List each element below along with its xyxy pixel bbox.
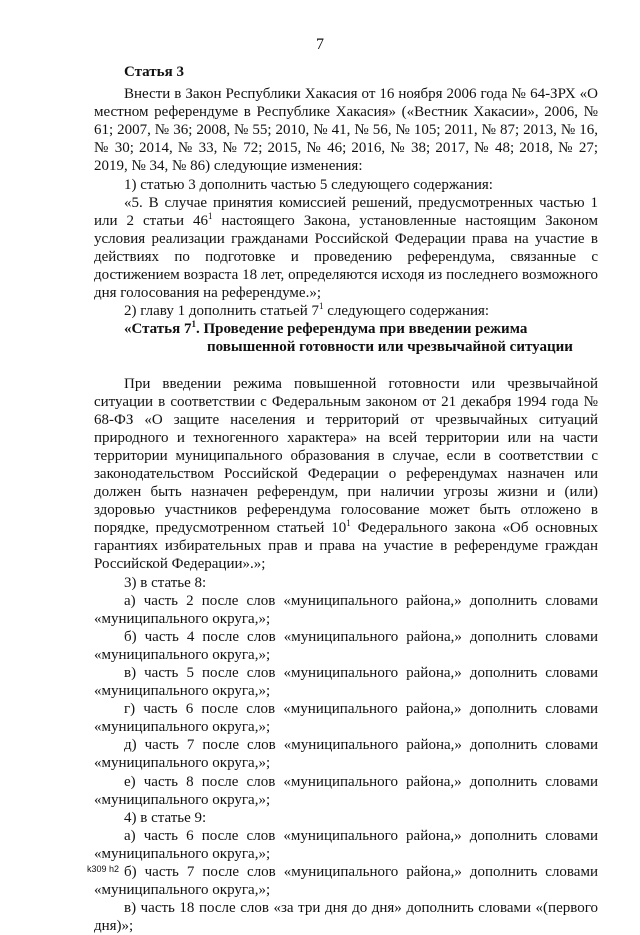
item-2-text-a: 2) главу 1 дополнить статьей 7 bbox=[124, 303, 319, 320]
article-title: Статья 3 bbox=[124, 64, 184, 80]
item-3-g: г) часть 6 после слов «муниципального района,» дополнить словами «муниципального округа,»; bbox=[94, 701, 598, 736]
part-5-text-a: «5. В случае принятия комиссией решений, предусмотренных частью 1 или 2 статьи 46 bbox=[94, 194, 598, 229]
body-text-b: Федерального закона «Об основных гарантиях избирательных прав и права на участие в референдуме граждан Российской Федерации».»; bbox=[94, 520, 598, 573]
body-paragraph bbox=[94, 375, 598, 574]
amendment-item-4: 4) в статье 9: bbox=[124, 809, 207, 826]
superscript: 1 bbox=[319, 301, 324, 312]
item-3-e: е) часть 8 после слов «муниципального района,» дополнить словами «муниципального округа,»; bbox=[94, 773, 598, 808]
item-4-b: б) часть 7 после слов «муниципального района,» дополнить словами «муниципального округа,»; bbox=[94, 864, 598, 899]
new-article-prefix: «Статья 7 bbox=[124, 321, 192, 338]
amendment-item-3: 3) в статье 8: bbox=[124, 574, 207, 591]
intro-paragraph: Внести в Закон Республики Хакасия от 16 ноября 2006 года № 64-ЗРХ «О местном референдуме в Республике Хакасия» («Вестник Хакасии», 2006, № 61; 2007, № 36; 2008, № 55; 2010, № 41, № 56, № 105; 2011, № 87; 2013, № 16, № 30; 2014, № 33, № 72; 2015, № 46; 2016, № 38; 2017, № 48; 2018, № 27; 2019, № 34, № 86) следующие изменения: bbox=[94, 86, 598, 175]
item-4-v: в) часть 18 после слов «за три дня до дня» дополнить словами «(первого дня)»; bbox=[94, 900, 598, 935]
new-article-title-line1: . Проведение референдума при введении режима bbox=[195, 321, 528, 338]
superscript: 1 bbox=[208, 210, 213, 221]
amendment-item-1: 1) статью 3 дополнить частью 5 следующего содержания: bbox=[124, 176, 493, 193]
amendment-item-2 bbox=[94, 302, 598, 320]
part-5-text-b: настоящего Закона, установленные настоящим Законом условия реализации гражданами Российской Федерации права на участие в действиях по подготовке и проведению референдума, связанные с достижением возраста 18 лет, определяются исходя из последнего возможного дня голосования на референдуме.»; bbox=[94, 212, 598, 302]
new-article-title-line2: повышенной готовности или чрезвычайной ситуации bbox=[207, 339, 573, 356]
superscript: 1 bbox=[191, 319, 196, 330]
item-3-d: д) часть 7 после слов «муниципального района,» дополнить словами «муниципального округа,»; bbox=[94, 737, 598, 772]
footer-code: k309 h2 bbox=[87, 864, 120, 874]
item-3-b: б) часть 4 после слов «муниципального района,» дополнить словами «муниципального округа,»; bbox=[94, 628, 598, 663]
superscript: 1 bbox=[346, 518, 351, 529]
item-2-text-b: следующего содержания: bbox=[323, 303, 490, 320]
new-article-heading bbox=[94, 320, 598, 356]
document-body bbox=[94, 63, 598, 935]
body-text-a: При введении режима повышенной готовности или чрезвычайной ситуации в соответствии с Федеральным законом от 21 декабря 1994 года № 68-ФЗ «О защите населения и территорий от чрезвычайных ситуаций природного и техногенного характера» на всей территории или на части территории муниципального образования в случае, если в соответствии с законодательством Российской Федерации о референдумах назначен или должен быть назначен референдум, при наличии угрозы жизни и (или) здоровью участников референдума голосование может быть отложено в порядке, предусмотренном статьей 10 bbox=[94, 375, 598, 537]
item-3-a: а) часть 2 после слов «муниципального района,» дополнить словами «муниципального округа,»; bbox=[94, 592, 598, 627]
item-4-a: а) часть 6 после слов «муниципального района,» дополнить словами «муниципального округа,»; bbox=[94, 827, 598, 862]
part-5-paragraph bbox=[94, 194, 598, 303]
page-number: 7 bbox=[316, 36, 324, 53]
item-3-v: в) часть 5 после слов «муниципального района,» дополнить словами «муниципального округа,»; bbox=[94, 665, 598, 700]
